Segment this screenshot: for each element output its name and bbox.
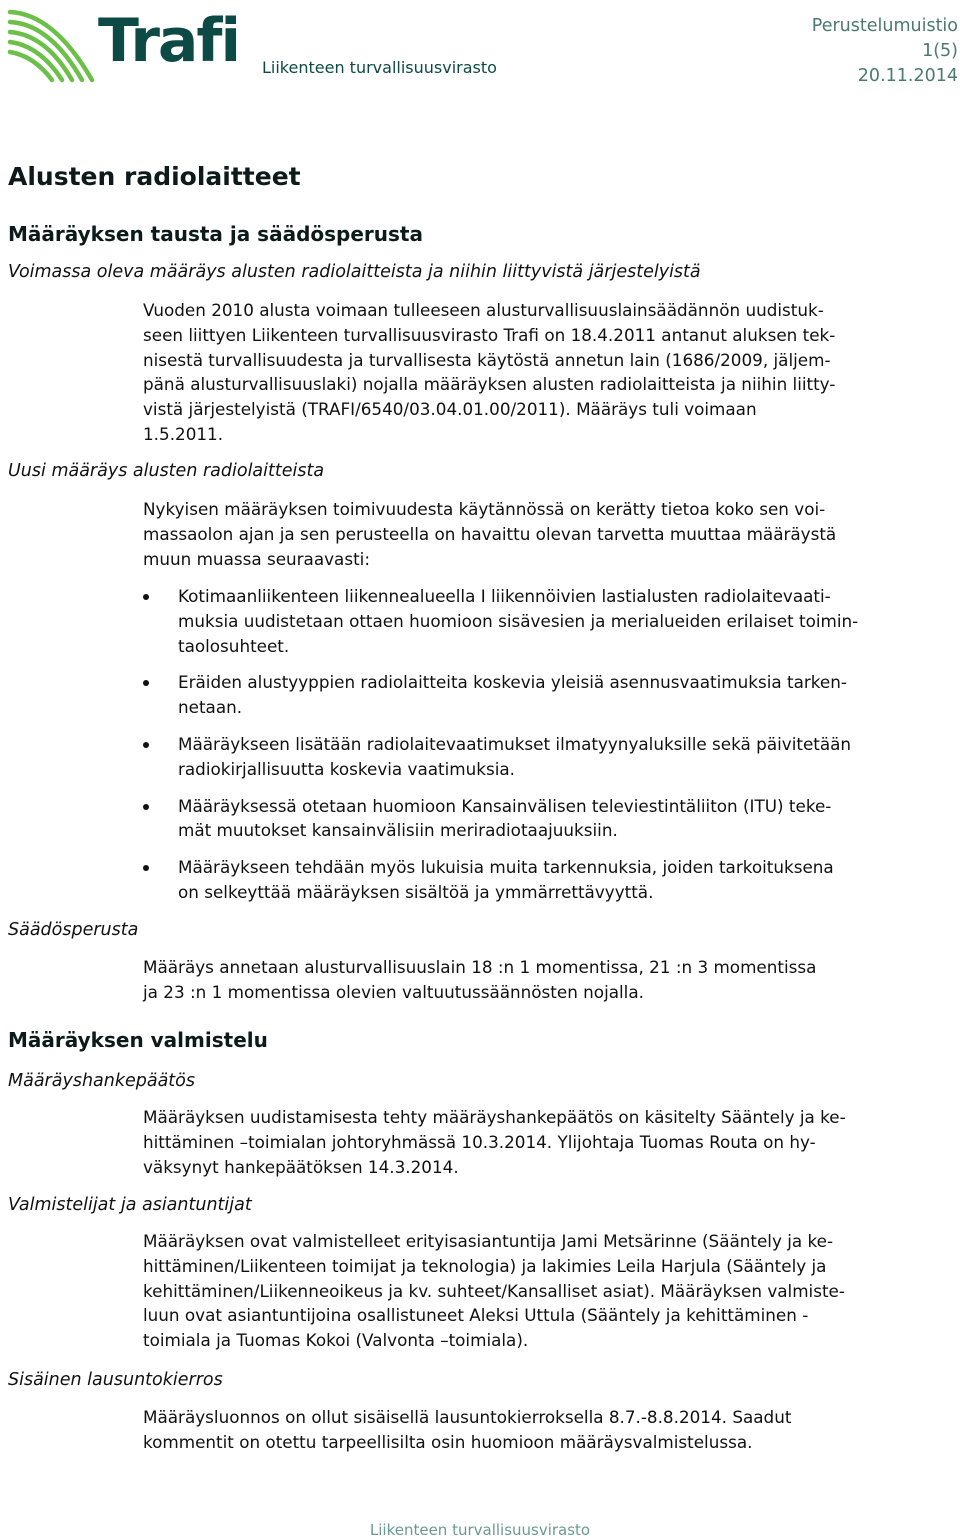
list-item <box>143 855 943 905</box>
text-line: Nykyisen määräyksen toimivuudesta käytännössä on kerätty tietoa koko sen voi- <box>143 499 826 519</box>
changes-bullet-list <box>143 584 943 905</box>
document-date: 20.11.2014 <box>857 66 958 86</box>
text-line: Määräykseen tehdään myös lukuisia muita tarkennuksia, joiden tarkoituksena <box>178 857 834 878</box>
paragraph-legal-basis <box>143 955 943 1005</box>
text-line: radiokirjallisuutta koskevia vaatimuksia. <box>178 758 516 779</box>
page-number: 1(5) <box>922 41 958 61</box>
text-line: Määräys annetaan alusturvallisuuslain 18 :n 1 momentissa, 21 :n 3 momentissa <box>143 957 817 977</box>
text-line: 1.5.2011. <box>143 423 224 444</box>
text-line: kehittäminen/Liikenneoikeus ja kv. suhteet/Kansalliset asiat). Määräyksen valmiste- <box>143 1280 845 1301</box>
text-line: Vuoden 2010 alusta voimaan tulleeseen alusturvallisuuslainsäädännön uudistuk- <box>143 300 824 320</box>
text-line: Kotimaanliikenteen liikennealueella I liikennöivien lastialusten radiolaitevaati- <box>178 586 831 606</box>
text-line: mät muutokset kansainvälisiin meriradiotaajuuksiin. <box>178 820 618 841</box>
subheading-project-decision: Määräyshankepäätös <box>8 1071 195 1091</box>
bullet-icon <box>143 680 149 686</box>
trafi-logo <box>6 4 496 84</box>
text-line: hittäminen –toimialan johtoryhmässä 10.3.2014. Ylijohtaja Tuomas Routa on hy- <box>143 1131 816 1152</box>
bullet-icon <box>143 804 149 810</box>
text-line: pänä alusturvallisuuslaki) nojalla määräyksen alusten radiolaitteista ja niihin liitty- <box>143 374 836 395</box>
text-line: muksia uudistetaan ottaen huomioon sisävesien ja merialueiden erilaiset toimin- <box>178 610 859 631</box>
subheading-preparers: Valmistelijat ja asiantuntijat <box>8 1195 252 1215</box>
subheading-new-regulation: Uusi määräys alusten radiolaitteista <box>8 461 325 481</box>
list-item <box>143 584 943 658</box>
section-heading-background: Määräyksen tausta ja säädösperusta <box>8 222 423 246</box>
subheading-legal-basis: Säädösperusta <box>8 920 139 940</box>
text-line: Määräysluonnos on ollut sisäisellä lausuntokierroksella 8.7.-8.8.2014. Saadut <box>143 1407 792 1427</box>
text-line: seen liittyen Liikenteen turvallisuusvirasto Trafi on 18.4.2011 antanut aluksen tek- <box>143 324 836 345</box>
text-line: taolosuhteet. <box>178 635 290 656</box>
section-heading-preparation: Määräyksen valmistelu <box>8 1028 268 1052</box>
paragraph-current-regulation <box>143 298 943 447</box>
text-line: Eräiden alustyyppien radiolaitteita koskevia yleisiä asennusvaatimuksia tarken- <box>178 672 847 693</box>
list-item <box>143 732 943 782</box>
list-item <box>143 670 943 720</box>
text-line: netaan. <box>178 697 243 718</box>
text-line: luun ovat asiantuntijoina osallistuneet Aleksi Uttula (Sääntely ja kehittäminen - <box>143 1305 809 1326</box>
bullet-icon <box>143 594 149 600</box>
page-footer: Liikenteen turvallisuusvirasto <box>369 1521 591 1539</box>
paragraph-project-decision <box>143 1105 943 1179</box>
text-line: Määräyksen uudistamisesta tehty määräyshankepäätös on käsitelty Sääntely ja ke- <box>143 1107 846 1127</box>
text-line: Määräyksessä otetaan huomioon Kansainvälisen televiestintäliiton (ITU) teke- <box>178 795 832 816</box>
text-line: väksynyt hankepäätöksen 14.3.2014. <box>143 1156 459 1177</box>
text-line: on selkeyttää määräyksen sisältöä ja ymmärrettävyyttä. <box>178 881 654 902</box>
text-line: toimiala ja Tuomas Kokoi (Valvonta –toimiala). <box>143 1330 529 1351</box>
paragraph-internal-review <box>143 1405 943 1455</box>
paragraph-new-regulation <box>143 497 943 571</box>
document-meta <box>812 14 958 89</box>
paragraph-preparers <box>143 1229 943 1353</box>
text-line: ja 23 :n 1 momentissa olevien valtuutussäännösten nojalla. <box>143 981 644 1002</box>
subheading-current-regulation: Voimassa oleva määräys alusten radiolaitteista ja niihin liittyvistä järjestelyistä <box>8 262 701 282</box>
bullet-icon <box>143 742 149 748</box>
text-line: kommentit on otettu tarpeellisilta osin huomioon määräysvalmistelussa. <box>143 1431 753 1452</box>
logo-wordmark: Trafi <box>98 6 240 76</box>
logo-subtitle: Liikenteen turvallisuusvirasto <box>262 58 497 77</box>
text-line: hittäminen/Liikenteen toimijat ja teknologia) ja lakimies Leila Harjula (Sääntely ja <box>143 1255 827 1276</box>
text-line: Määräyksen ovat valmistelleet erityisasiantuntija Jami Metsärinne (Sääntely ja ke- <box>143 1231 834 1251</box>
bullet-icon <box>143 865 149 871</box>
document-type: Perustelumuistio <box>811 16 958 36</box>
text-line: Määräykseen lisätään radiolaitevaatimukset ilmatyynyaluksille sekä päivitetään <box>178 733 852 754</box>
list-item <box>143 794 943 844</box>
text-line: vistä järjestelyistä (TRAFI/6540/03.04.01.00/2011). Määräys tuli voimaan <box>143 399 757 420</box>
text-line: massaolon ajan ja sen perusteella on havaittu olevan tarvetta muuttaa määräystä <box>143 523 837 544</box>
page-title: Alusten radiolaitteet <box>8 162 301 191</box>
text-line: nisestä turvallisuudesta ja turvallisesta käytöstä annetun lain (1686/2009, jäljem- <box>143 349 831 370</box>
logo-stripes-icon <box>6 4 106 84</box>
subheading-internal-review: Sisäinen lausuntokierros <box>8 1370 223 1390</box>
text-line: muun muassa seuraavasti: <box>143 548 370 569</box>
